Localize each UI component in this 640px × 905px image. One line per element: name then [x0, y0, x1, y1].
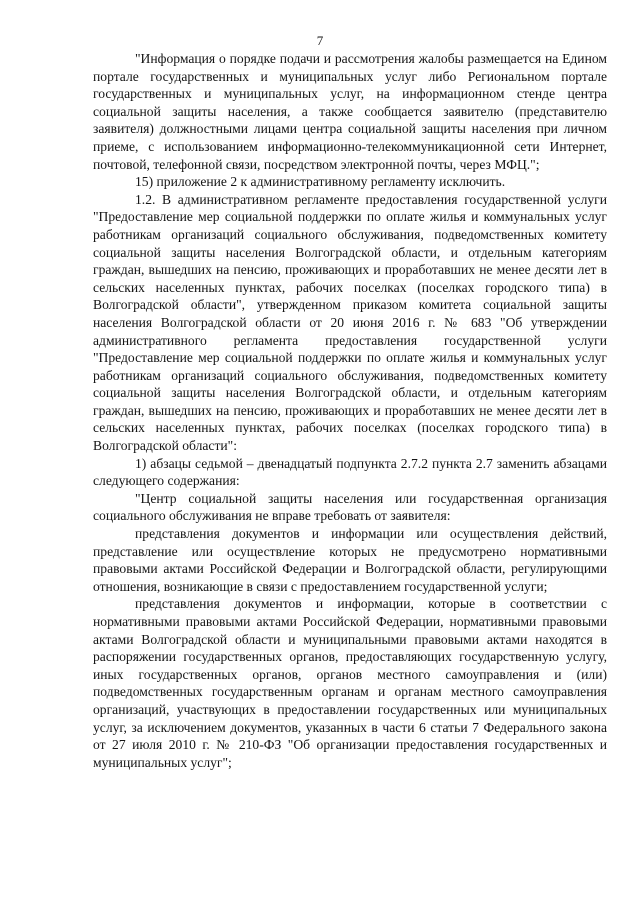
- page-number: 7: [316, 33, 324, 48]
- paragraph-item-15: 15) приложение 2 к административному регламенту исключить.: [135, 174, 506, 190]
- paragraph-center-not-entitled: "Центр социальной защиты населения или государственная организация социального обслуживания не вправе требовать от заявителя:: [93, 490, 607, 524]
- paragraph-complaint-info: "Информация о порядке подачи и рассмотрения жалобы размещается на Едином портале государственных и муниципальных услуг либо Региональном портале государственных и муниципальных услуг, на информационном стенде центра социальной защиты населения, а также сообщается заявителю (представителю заявителя) должностными лицами центра социальной защиты населения при личном приеме, с использованием информационно-телекоммуникационной сети Интернет, почтовой, телефонной связи, посредством электронной почты, через МФЦ.";: [93, 51, 607, 172]
- paragraph-documents-actions: представления документов и информации или осуществления действий, представление или осуществление которых не предусмотрено нормативными правовыми актами Российской Федерации и Волгоградской области, регулирующими отношения, возникающие в связи с предоставлением государственной услуги;: [93, 526, 607, 594]
- paragraph-section-1-2: 1.2. В административном регламенте предоставления государственной услуги "Предоставление мер социальной поддержки по оплате жилья и коммунальных услуг работникам организаций социального обслуживания, подведомственных комитету социальной защиты населения Волгоградской области, и отдельным категориям граждан, вышедших на пенсию, проживающих и проработавших не менее десяти лет в сельских населенных пунктах, рабочих поселках (поселках городского типа) в Волгоградской области", утвержденном приказом комитета социальной защиты населения Волгоградской области от 20 июня 2016 г. № 683 "Об утверждении административного регламента предоставления государственной услуги "Предоставление мер социальной поддержки по оплате жилья и коммунальных услуг работникам организаций социального обслуживания, подведомственных комитету социальной защиты населения Волгоградской области, и отдельным категориям граждан, вышедших на пенсию, проживающих и проработавших не менее десяти лет в сельских населенных пунктах, рабочих поселках (поселках городского типа) в Волгоградской области":: [93, 191, 607, 454]
- paragraph-subitem-1: 1) абзацы седьмой – двенадцатый подпункта 2.7.2 пункта 2.7 заменить абзацами следующего содержания:: [93, 455, 607, 489]
- paragraph-documents-information: представления документов и информации, которые в соответствии с нормативными правовыми актами Российской Федерации, нормативными правовыми актами Волгоградской области и муниципальными правовыми актами находятся в распоряжении государственных органов, предоставляющих государственную услугу, иных государственных органов, органов местного самоуправления и (или) подведомственных государственным органам и органам местного самоуправления организаций, участвующих в предоставлении государственных или муниципальных услуг, за исключением документов, указанных в части 6 статьи 7 Федерального закона от 27 июля 2010 г. № 210-ФЗ "Об организации предоставления государственных и муниципальных услуг";: [93, 596, 607, 770]
- document-body: [93, 50, 607, 771]
